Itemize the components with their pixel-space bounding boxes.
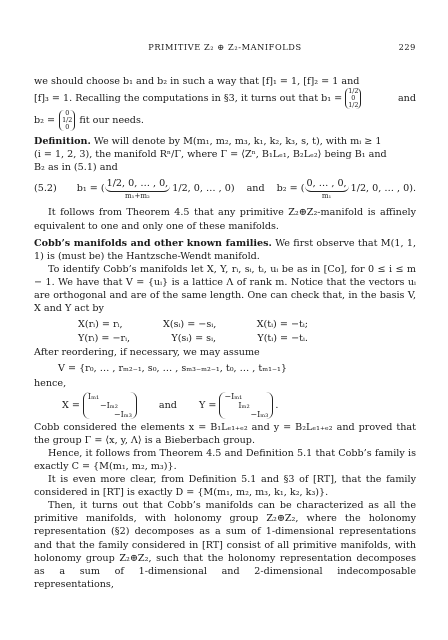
matrix-and: and [158,399,177,411]
action-cell: X(rᵢ) = rᵢ, [78,319,123,331]
eq-b2-rest: 1/2, 0, … , 0). [350,183,416,195]
text-fragment: and [397,93,416,105]
text-fragment: [f]₃ = 1. Recalling the computations in §3, it turns out that b₁ = [34,93,343,105]
equation-number: (5.2) [34,183,57,195]
action-cell: Y(rᵢ) = −rᵢ, [78,333,131,345]
vector-entry: 1/2 [348,87,359,96]
action-cell: Y(sᵢ) = sᵢ, [171,333,217,345]
eq-b1-rest: 1/2, 0, … , 0) [172,183,235,195]
underbrace-b2 [305,177,349,200]
text-line: we should choose b₁ and b₂ in such a way that [f]₁ = 1, [f]₂ = 1 and [34,76,360,87]
page-body [34,75,416,591]
eq-and: and [246,183,265,195]
matrix-entry: Iₘ₂ [238,400,250,410]
matrix-y [219,392,273,419]
underbrace-label: m₁ [321,192,332,201]
text-line-b1 [34,88,416,109]
matrix-y-label: Y = [198,399,217,411]
equation-xy-matrices [62,392,416,419]
vector-b2 [59,110,75,131]
action-cell: X(sᵢ) = −sᵢ, [163,319,217,331]
vector-entry: 0 [65,109,70,118]
paragraph-cobb-family: Hence, it follows from Theorem 4.5 and Definition 5.1 that Cobb’s family is exactly C = {M(m₁, m₂, m₃)}. [34,447,416,472]
action-row-x [78,318,308,331]
paragraph-reorder: After reordering, if necessary, we may assume [34,347,260,359]
action-cell: X(tᵢ) = −tᵢ; [256,319,308,331]
matrix-entry: −Iₘ₃ [113,409,132,419]
paragraph-rt: It is even more clear, from Definition 5.1 and §3 of [RT], that the family considered in [RT] is exactly D = {M(m₁, m₂, m₃, k₁, k₂, k₃)}. [34,474,416,499]
matrix-end: . [275,399,279,411]
matrix-x-label: X = [62,399,80,411]
equation-v: V = {r₀, … , rₘ₂₋₁, s₀, … , sₘ₃₋ₘ₂₋₁, t₀, … , tₘ₁₋₁} [58,362,287,374]
section-text: We first observe that M(1, 1, 1) is (must be) the Hantzsche-Wendt manifold. [34,237,416,262]
section-cobb [34,237,416,263]
matrix-x [83,392,137,419]
matrix-entry: −Iₘ₃ [250,409,269,419]
eq-b2-label: b₂ = ( [276,183,305,195]
paragraph-conclusion: Then, it turns out that Cobb’s manifolds can be characterized as all the primitive manifolds, with holonomy group Z₂⊕Z₂, where the holonomy representation (§2) decomposes as a sum of 1-dimensional representations and that the family considered in [RT] consist of all primitive manifolds, with holonomy group Z₂⊕Z₂, such that the holonomy representation decomposes as a sum of 1-dimensional and 2-dimensional indecomposable representations, [34,500,416,590]
section-heading: Cobb’s manifolds and other known families. [34,237,272,249]
equation-5-2 [34,177,416,200]
page-number: 229 [398,42,416,52]
vector-entry: 0 [351,94,356,103]
running-header [34,42,416,54]
underbrace-body: 0, … , 0, [305,177,349,192]
eq-b1-label: b₁ = ( [76,183,105,195]
header-title: PRIMITIVE Z₂ ⊕ Z₂-MANIFOLDS [148,42,302,52]
vector-entry: 1/2 [62,116,73,125]
matrix-entry: −Iₘ₂ [99,400,118,410]
definition-text: We will denote by M(m₁, m₂, m₃, k₁, k₂, k₃, s, t), with mᵢ ≥ 1 [93,136,382,148]
text-fragment: b₂ = [34,115,56,127]
paragraph-theorem: It follows from Theorem 4.5 that any primitive Z₂⊕Z₂-manifold is affinely equivalent to one and only one of these manifolds. [34,207,416,232]
underbrace-label: m₁+m₂ [125,192,150,201]
paragraph-cobb-elements: Cobb considered the elements x = B₁Lₑ₁₊ₑ₂ and y = B₂Lₑ₁₊ₑ₂ and proved that the group Γ = ⟨x, y, Λ⟩ is a Bieberbach group. [34,421,416,446]
definition-line: (i = 1, 2, 3), the manifold Rⁿ/Γ, where Γ = ⟨Zⁿ, B₁Lₑ₁, B₂Lₑ₂⟩ being B₁ and [34,149,387,161]
definition-line [34,135,416,148]
text-line-b2 [34,110,416,131]
vector-b1 [345,88,361,109]
underbrace-b1 [105,177,171,200]
definition-line: B₂ as in (5.1) and [34,162,118,174]
underbrace-body: 1/2, 0, … , 0, [105,177,171,192]
action-row-y [78,332,308,345]
text-hence: hence, [34,377,67,389]
matrix-entry: Iₘ₁ [87,391,100,401]
definition-heading: Definition. [34,136,91,148]
matrix-entry: −Iₘ₁ [224,391,243,401]
vector-entry: 1/2 [348,101,359,110]
text-fragment: fit our needs. [79,115,144,127]
action-cell: Y(tᵢ) = −tᵢ. [257,333,308,345]
vector-entry: 0 [65,123,70,132]
paragraph-identify: To identify Cobb’s manifolds let X, Y, rᵢ, sᵢ, tᵢ, uᵢ be as in [Co], for 0 ≤ i ≤ m − 1. We have that V = {uᵢ} is a lattice Λ of rank m. Notice that the vectors uᵢ are orthogonal and are of the same length. One can check that, in the basis V, X and Y act by [34,263,416,315]
